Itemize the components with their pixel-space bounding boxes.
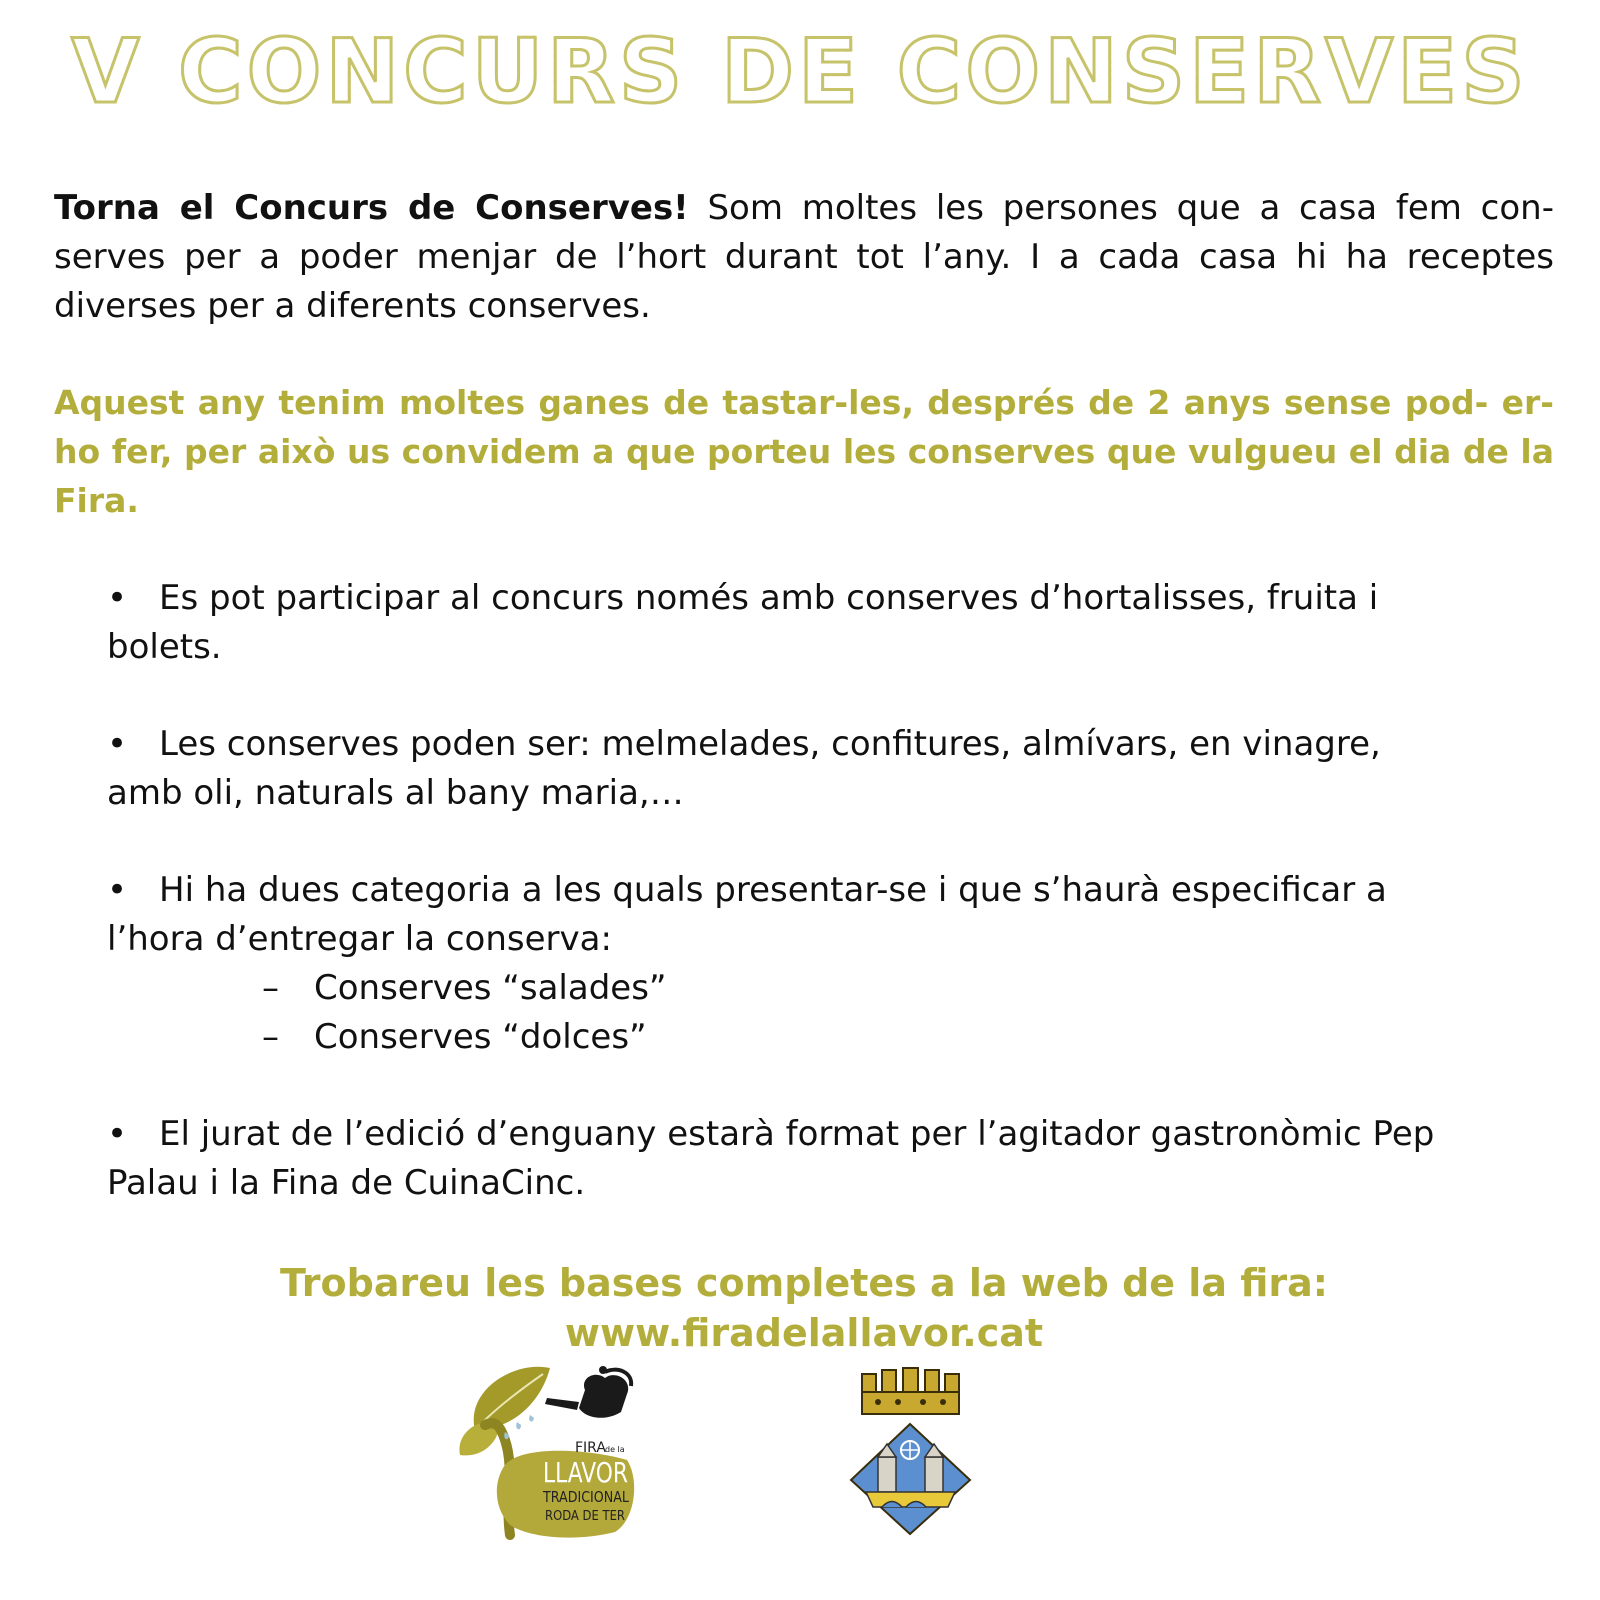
bullet-text: Hi ha dues categoria a les quals presentar-se i que s’haurà especificar a l’hora d’entregar la conserva: bbox=[107, 870, 1387, 959]
bullet-dot: • bbox=[107, 870, 128, 910]
logo-tradicional-text: TRADICIONAL bbox=[542, 1488, 630, 1506]
bullet-text: Les conserves poden ser: melmelades, confitures, almívars, en vinagre, amb oli, naturals al bany maria,… bbox=[107, 724, 1381, 813]
bullet-dot: • bbox=[107, 1114, 128, 1154]
crown-icon bbox=[862, 1368, 959, 1414]
logo-fira-text: FIRA bbox=[575, 1440, 606, 1456]
bullet-dot: • bbox=[107, 578, 128, 618]
bullet-item bbox=[107, 720, 1437, 818]
category-text: Conserves “salades” bbox=[314, 968, 667, 1008]
invite-paragraph: Aquest any tenim moltes ganes de tastar-les, després de 2 anys sense pod- er-ho fer, per això us convidem a que porteu les conserves que vulgueu el dia de la Fira. bbox=[54, 383, 1554, 520]
watering-can-icon bbox=[545, 1366, 631, 1418]
bullet-item bbox=[107, 1110, 1437, 1208]
page-title: V CONCURS DE CONSERVES bbox=[0, 20, 1600, 123]
category-item bbox=[262, 1013, 647, 1062]
category-item bbox=[262, 964, 667, 1013]
logo-llavor-text: LLAVOR bbox=[543, 1456, 628, 1489]
category-text: Conserves “dolces” bbox=[314, 1017, 647, 1057]
logo-dela-text: de la bbox=[605, 1445, 625, 1454]
bullet-item bbox=[107, 574, 1437, 672]
coat-of-arms-icon bbox=[848, 1362, 973, 1537]
logo-place-text: RODA DE TER bbox=[545, 1509, 625, 1524]
bullet-dot: • bbox=[107, 724, 128, 764]
fira-llavor-logo bbox=[455, 1360, 640, 1540]
intro-text: Som moltes les persones que a casa fem con- serves per a poder menjar de l’hort durant tot l’any. I a cada casa hi ha receptes diverses per a diferents conserves. bbox=[54, 188, 1554, 326]
dash-marker: – bbox=[262, 1017, 279, 1057]
bullet-item bbox=[107, 866, 1437, 964]
intro-lead: Torna el Concurs de Conserves! bbox=[54, 188, 689, 228]
bullet-text: El jurat de l’edició d’enguany estarà format per l’agitador gastronòmic Pep Palau i la Fina de CuinaCinc. bbox=[107, 1114, 1435, 1203]
intro-paragraph bbox=[54, 184, 1554, 331]
dash-marker: – bbox=[262, 968, 279, 1008]
bullet-text: Es pot participar al concurs només amb conserves d’hortalisses, fruita i bolets. bbox=[107, 578, 1379, 667]
website-link[interactable]: Trobareu les bases completes a la web de la fira: www.firadelallavor.cat bbox=[280, 1261, 1328, 1355]
